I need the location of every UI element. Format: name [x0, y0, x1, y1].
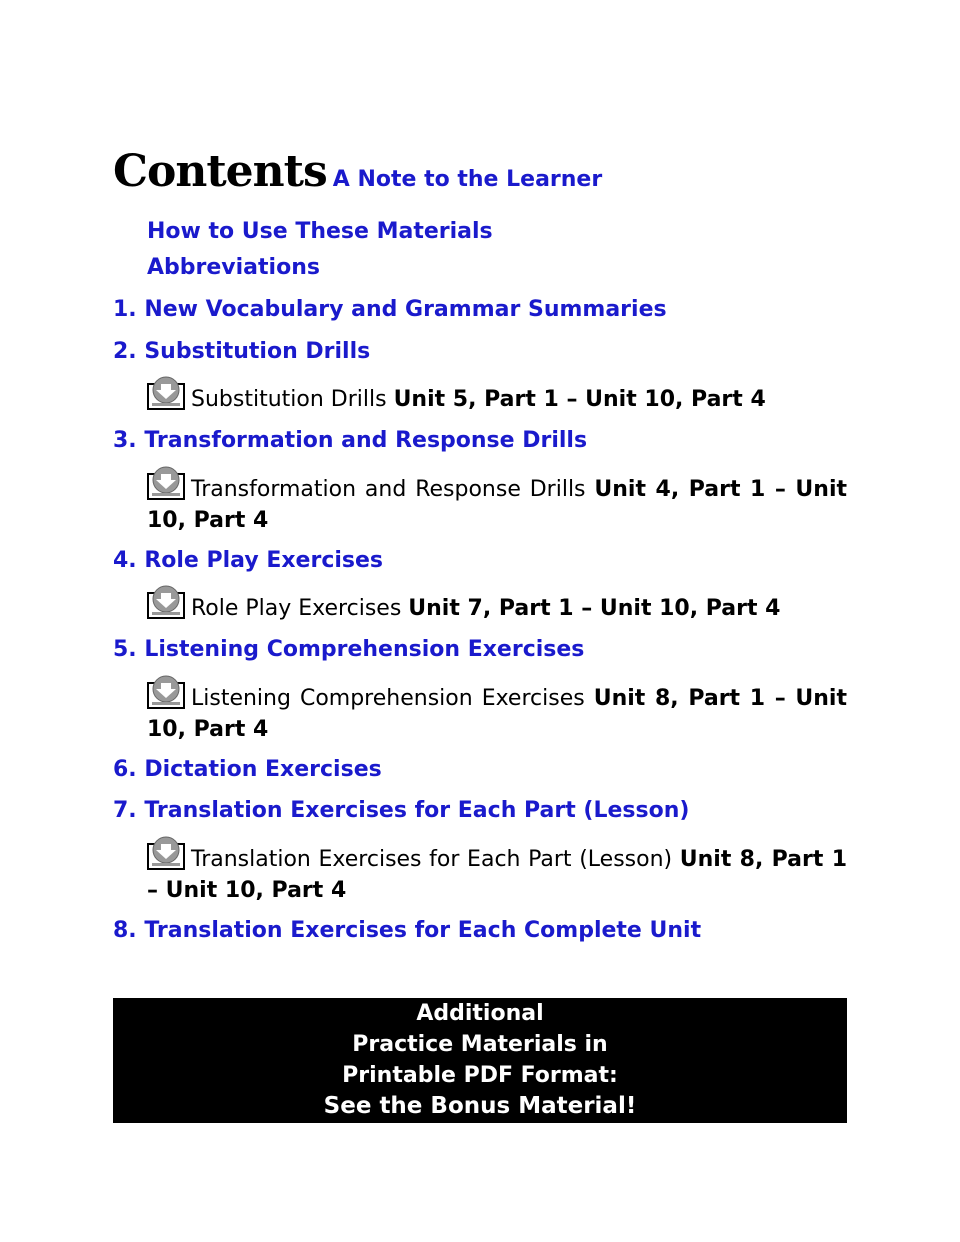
section-link-6[interactable]: 6. Dictation Exercises [113, 757, 382, 782]
download-name[interactable]: Role Play Exercises [191, 596, 402, 621]
section-link-2[interactable]: 2. Substitution Drills [113, 339, 371, 364]
download-name[interactable]: Listening Comprehension Exercises [191, 686, 585, 711]
download-icon[interactable] [147, 675, 185, 709]
download-entry-transformation [147, 466, 847, 536]
link-note-to-learner[interactable]: A Note to the Learner [332, 167, 603, 192]
section-link-1[interactable]: 1. New Vocabulary and Grammar Summaries [113, 297, 667, 322]
banner-line-4: See the Bonus Material! [323, 1093, 637, 1119]
link-how-to-use[interactable]: How to Use These Materials [147, 219, 493, 244]
download-range: Unit 8, Part 1 – Unit 10, Part 4 [147, 847, 847, 903]
download-range: Unit 5, Part 1 – Unit 10, Part 4 [393, 387, 766, 412]
download-icon[interactable] [147, 376, 185, 410]
section-link-4[interactable]: 4. Role Play Exercises [113, 548, 384, 573]
section-link-7[interactable]: 7. Translation Exercises for Each Part (Lesson) [113, 798, 690, 823]
section-link-5[interactable]: 5. Listening Comprehension Exercises [113, 637, 585, 662]
download-entry-substitution [147, 376, 847, 415]
download-range: Unit 8, Part 1 – Unit 10, Part 4 [147, 686, 847, 742]
download-entry-listening [147, 675, 847, 745]
title-row [113, 146, 602, 197]
download-range: Unit 4, Part 1 – Unit 10, Part 4 [147, 477, 847, 533]
download-entry-role-play [147, 585, 847, 624]
download-icon[interactable] [147, 836, 185, 870]
download-entry-translation-part [147, 836, 847, 906]
link-abbreviations[interactable]: Abbreviations [147, 255, 320, 280]
section-link-3[interactable]: 3. Transformation and Response Drills [113, 428, 588, 453]
download-name[interactable]: Substitution Drills [191, 387, 387, 412]
banner-line-2: Practice Materials in [352, 1032, 608, 1057]
banner-line-1: Additional [416, 1001, 544, 1026]
page-title: Contents [113, 146, 327, 197]
bonus-material-banner [113, 998, 847, 1123]
download-range: Unit 7, Part 1 – Unit 10, Part 4 [408, 596, 781, 621]
download-name[interactable]: Transformation and Response Drills [191, 477, 586, 502]
banner-line-3: Printable PDF Format: [342, 1063, 618, 1088]
section-link-8[interactable]: 8. Translation Exercises for Each Complete Unit [113, 918, 702, 943]
download-name[interactable]: Translation Exercises for Each Part (Lesson) [191, 847, 673, 872]
download-icon[interactable] [147, 466, 185, 500]
download-icon[interactable] [147, 585, 185, 619]
